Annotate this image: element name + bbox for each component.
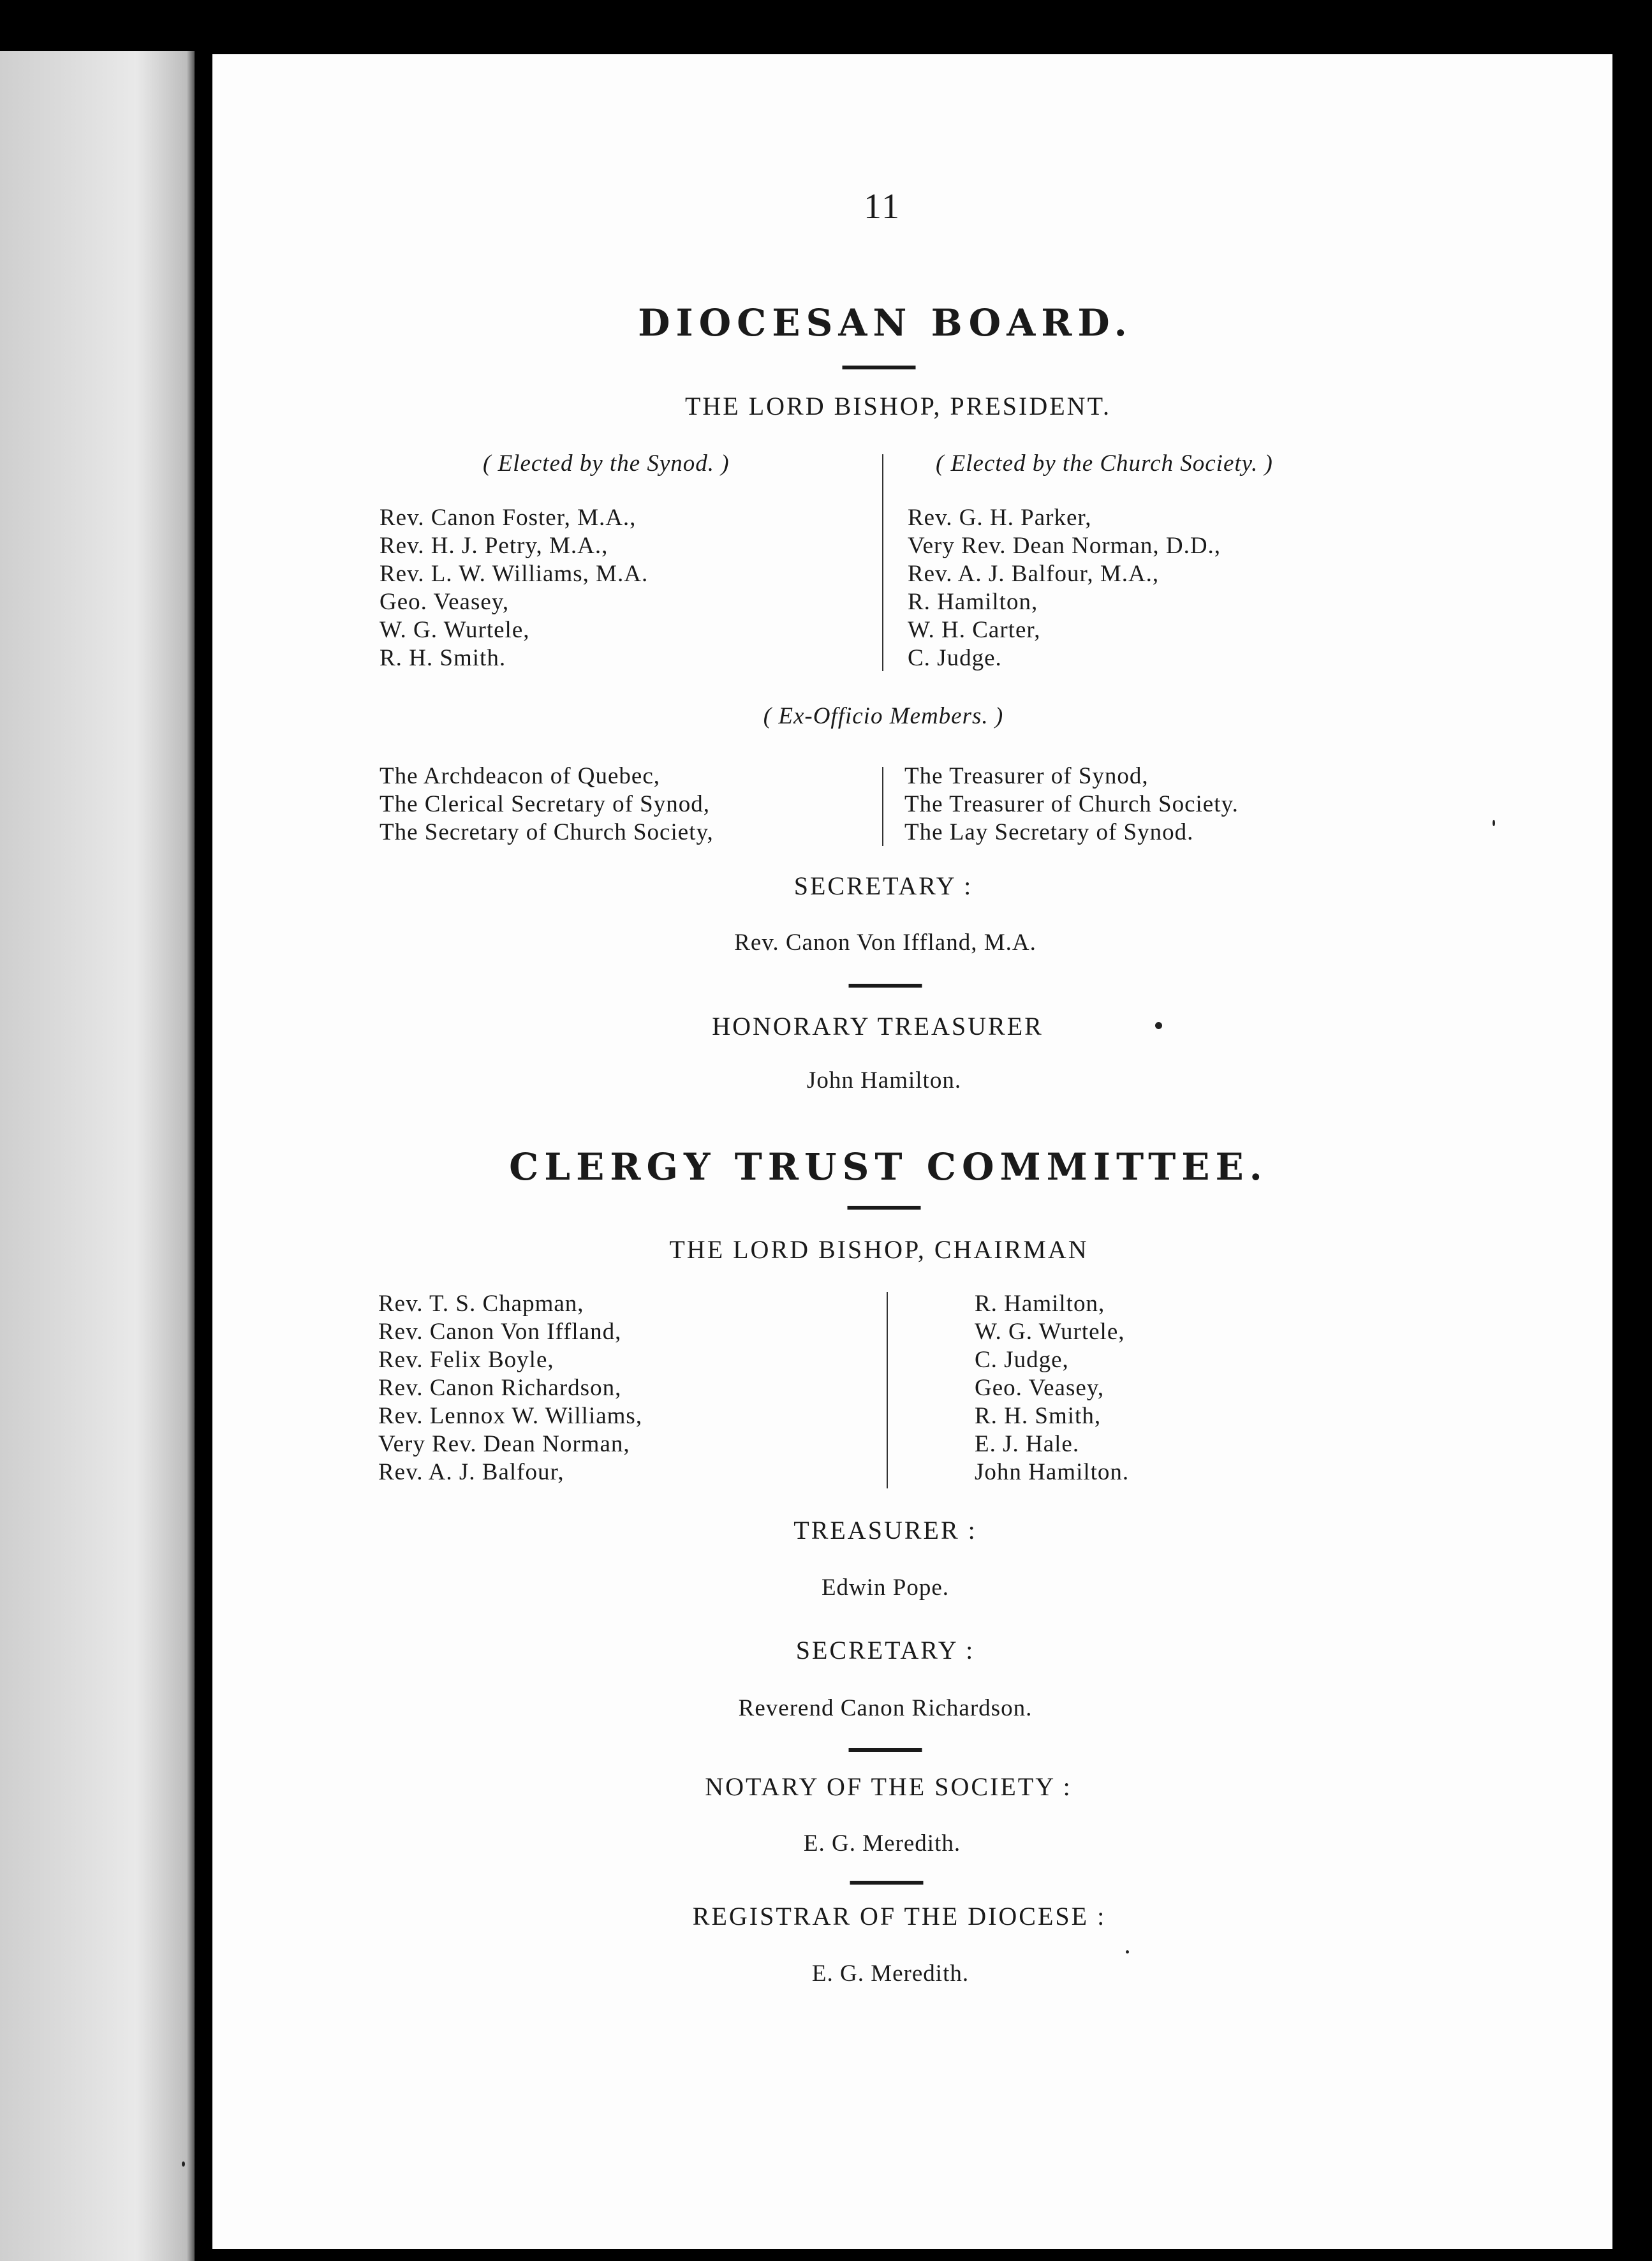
church-society-heading: ( Elected by the Church Society. )	[936, 450, 1273, 477]
honorary-treasurer-label: HONORARY TREASURER	[712, 1012, 1044, 1041]
column-divider	[882, 767, 883, 846]
honorary-treasurer-name: John Hamilton.	[806, 1067, 962, 1093]
list-item: The Lay Secretary of Synod.	[904, 819, 1194, 845]
list-item: Very Rev. Dean Norman,	[378, 1431, 630, 1457]
synod-heading: ( Elected by the Synod. )	[483, 450, 730, 477]
notary-label: NOTARY OF THE SOCIETY :	[705, 1772, 1072, 1801]
list-item: W. G. Wurtele,	[380, 617, 530, 643]
ex-officio-right-list	[904, 762, 1239, 847]
diocesan-secretary-name: Rev. Canon Von Iffland, M.A.	[734, 930, 1036, 956]
registrar-name: E. G. Meredith.	[811, 1961, 970, 1987]
list-item: R. Hamilton,	[975, 1291, 1105, 1317]
ink-speck	[1493, 820, 1495, 826]
list-item: Rev. A. J. Balfour, M.A.,	[908, 561, 1160, 587]
notary-name: E. G. Meredith.	[803, 1830, 961, 1857]
list-item: C. Judge,	[975, 1347, 1069, 1373]
divider-rule	[849, 1748, 922, 1752]
list-item: John Hamilton.	[975, 1459, 1130, 1485]
ink-speck	[182, 2161, 185, 2167]
ex-officio-left-list	[380, 762, 714, 847]
ink-speck	[1155, 1022, 1162, 1029]
clergy-trust-secretary-label: SECRETARY :	[795, 1636, 975, 1664]
ex-officio-heading: ( Ex-Officio Members. )	[763, 703, 1004, 729]
list-item: E. J. Hale.	[975, 1431, 1080, 1457]
list-item: R. Hamilton,	[908, 589, 1038, 615]
list-item: Rev. Canon Foster, M.A.,	[380, 505, 637, 531]
diocesan-secretary-label: SECRETARY :	[793, 871, 973, 900]
list-item: Rev. G. H. Parker,	[908, 505, 1092, 531]
list-item: W. G. Wurtele,	[975, 1319, 1125, 1345]
list-item: R. H. Smith.	[380, 645, 506, 671]
page-number: 11	[864, 187, 901, 226]
list-item: Very Rev. Dean Norman, D.D.,	[908, 533, 1221, 559]
church-society-members-list	[908, 504, 1221, 672]
clergy-trust-treasurer-name: Edwin Pope.	[821, 1575, 950, 1601]
clergy-trust-treasurer-label: TREASURER :	[793, 1516, 977, 1545]
list-item: Rev. Felix Boyle,	[378, 1347, 554, 1373]
clergy-trust-title: CLERGY TRUST COMMITTEE.	[509, 1145, 1268, 1189]
list-item: The Clerical Secretary of Synod,	[380, 791, 710, 817]
list-item: C. Judge.	[908, 645, 1002, 671]
clergy-trust-left-list	[378, 1290, 642, 1486]
divider-rule	[849, 984, 922, 988]
diocesan-board-title: DIOCESAN BOARD.	[638, 301, 1133, 345]
divider-rule	[850, 1881, 924, 1885]
list-item: Geo. Veasey,	[380, 589, 510, 615]
registrar-label: REGISTRAR OF THE DIOCESE :	[692, 1902, 1107, 1931]
list-item: The Treasurer of Synod,	[904, 763, 1149, 789]
list-item: The Secretary of Church Society,	[380, 819, 714, 845]
list-item: Rev. A. J. Balfour,	[378, 1459, 564, 1485]
diocesan-board-president: THE LORD BISHOP, PRESIDENT.	[684, 392, 1112, 420]
list-item: R. H. Smith,	[975, 1403, 1102, 1429]
list-item: Geo. Veasey,	[975, 1375, 1105, 1401]
list-item: Rev. Lennox W. Williams,	[378, 1403, 643, 1429]
clergy-trust-secretary-name: Reverend Canon Richardson.	[738, 1695, 1033, 1721]
list-item: The Treasurer of Church Society.	[904, 791, 1239, 817]
list-item: W. H. Carter,	[908, 617, 1041, 643]
clergy-trust-chairman: THE LORD BISHOP, CHAIRMAN	[669, 1235, 1089, 1264]
list-item: Rev. Canon Von Iffland,	[378, 1319, 622, 1345]
list-item: Rev. L. W. Williams, M.A.	[380, 561, 649, 587]
list-item: Rev. H. J. Petry, M.A.,	[380, 533, 608, 559]
list-item: Rev. T. S. Chapman,	[378, 1291, 584, 1317]
clergy-trust-right-list	[975, 1290, 1129, 1486]
column-divider	[887, 1292, 888, 1488]
synod-members-list	[380, 504, 648, 672]
list-item: The Archdeacon of Quebec,	[380, 763, 661, 789]
column-divider	[882, 454, 883, 671]
ink-speck	[1126, 1950, 1129, 1953]
divider-rule	[848, 1206, 921, 1210]
facing-page-edge	[0, 51, 195, 2261]
list-item: Rev. Canon Richardson,	[378, 1375, 622, 1401]
divider-rule	[843, 366, 916, 369]
